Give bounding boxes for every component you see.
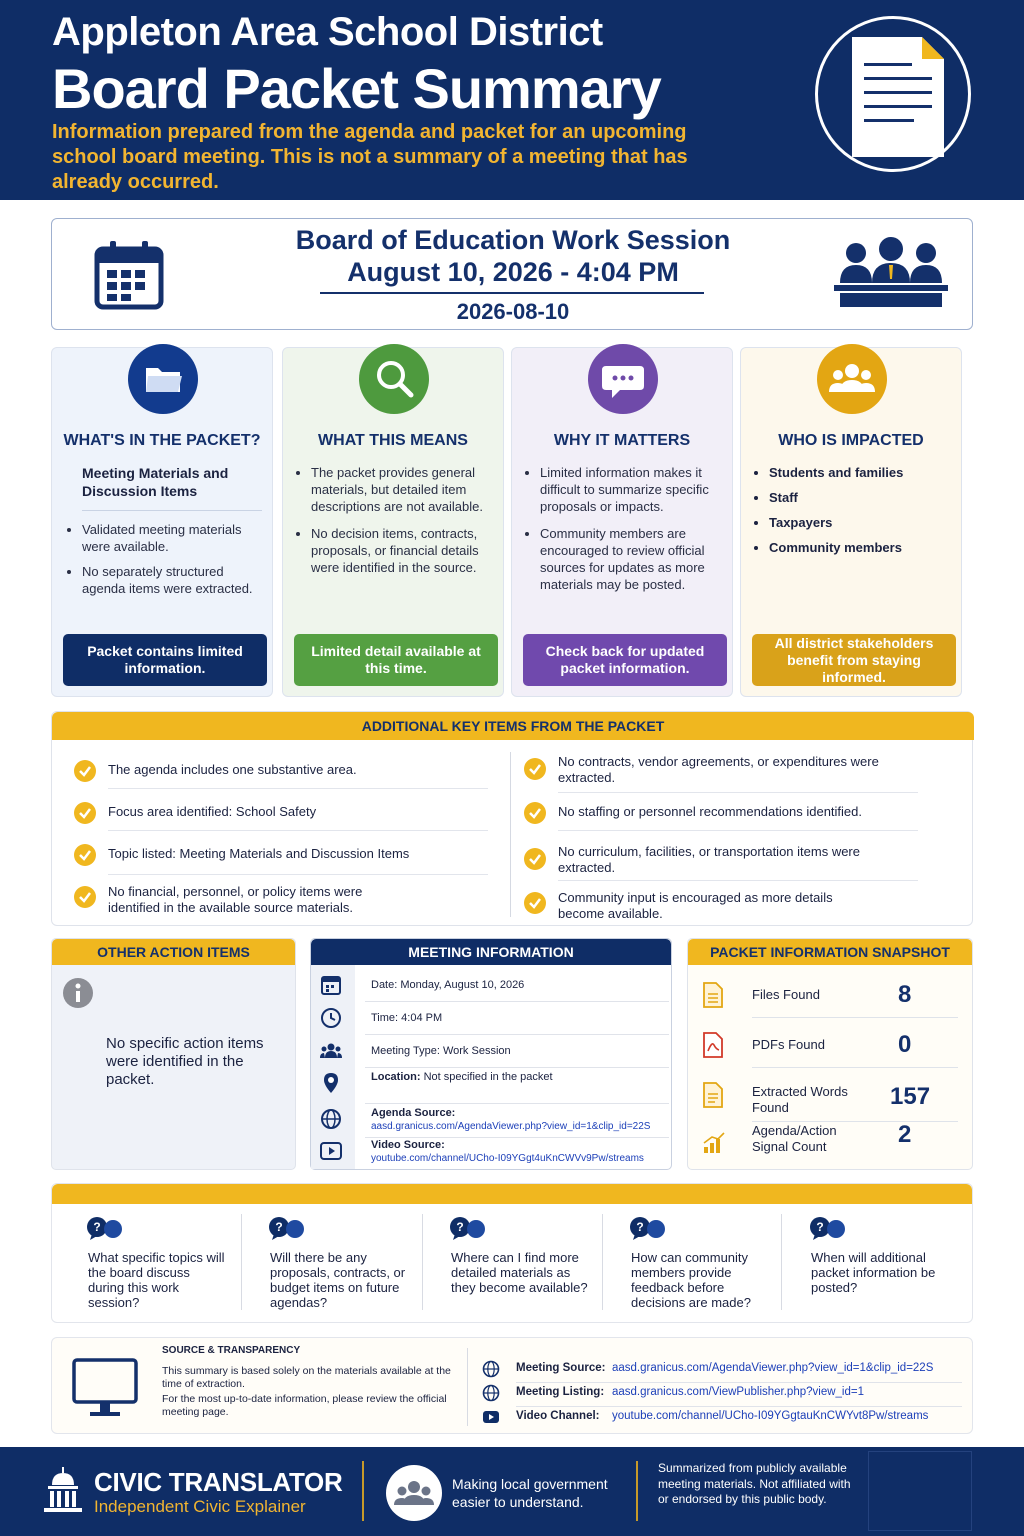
key-item-text: No staffing or personnel recommendations identified. [558,804,862,819]
row-label: Agenda Source: [371,1107,456,1119]
card-body [755,464,951,564]
question-text: Will there be any proposals, contracts, or budget items on future agendas? [270,1250,406,1310]
question-item [629,1216,799,1310]
magnifier-icon [359,344,429,414]
row-label: Video Channel: [516,1410,600,1422]
divider [241,1214,242,1310]
divider [636,1461,638,1521]
key-items-panel [51,711,973,926]
globe-icon [319,1107,343,1131]
disclaimer-text: Summarized from publicly available meeting materials. Not affiliated with or endorsed by this public body. [658,1461,851,1506]
row-value: Work Session [442,1045,511,1057]
meeting-listing-link[interactable]: aasd.granicus.com/ViewPublisher.php?view_id=1 [612,1386,864,1398]
list-item: • Taxpayers [769,514,951,531]
divider [558,792,918,793]
check-icon [524,802,546,824]
page-subtitle: Information prepared from the agenda and packet for an upcoming school board meeting. This is not a summary of a meeting that has already occurred. [52,121,688,193]
divider [108,788,488,789]
list-item: • The packet provides general materials, but detailed item descriptions are not available. [311,464,493,515]
limited-detail-button[interactable]: Limited detail available at this time. [294,634,498,686]
divider [365,1067,669,1068]
key-item-text: No contracts, vendor agreements, or expenditures were extracted. [558,754,879,785]
page-title: Board Packet Summary [52,57,661,120]
globe-icon [482,1384,500,1405]
divider [108,830,488,831]
divider [752,1121,958,1122]
info-icon [62,977,94,1014]
divider [467,1348,468,1426]
question-item [449,1216,619,1295]
key-item-text: No financial, personnel, or policy items were identified in the available source materials. [108,884,363,915]
row-label: Location: [371,1071,421,1083]
key-item-text: The agenda includes one substantive area. [108,762,357,777]
card-heading: Meeting Materials and Discussion Items [82,464,262,511]
divider [516,1382,962,1383]
check-icon [524,848,546,870]
question-item [86,1216,256,1310]
divider [362,1461,364,1521]
source-line: This summary is based solely on the materials available at the time of extraction. [162,1365,451,1390]
row-label: Video Source: [371,1139,445,1151]
section-title: ADDITIONAL KEY ITEMS FROM THE PACKET [52,712,974,740]
no-actions-text: No specific action items were identified in the packet. [106,1035,264,1088]
stat-label: Files Found [752,987,820,1002]
card-body [82,464,262,605]
who-impacted-card [740,347,962,697]
key-item-text: No curriculum, facilities, or transportation items were extracted. [558,844,860,875]
divider [558,880,918,881]
row-label: Meeting Type: [371,1045,440,1057]
footer-placeholder-box [868,1451,972,1531]
list-item: • No separately structured agenda items were extracted. [82,563,262,597]
card-title: WHY IT MATTERS [553,432,691,449]
footer [0,1447,1024,1536]
question-bubble-icon [86,1216,256,1247]
document-icon [815,16,971,172]
question-item [268,1216,438,1310]
check-back-button[interactable]: Check back for updated packet information. [523,634,727,686]
question-bubble-icon [809,1216,979,1247]
other-actions-panel [51,938,296,1170]
card-body [526,464,722,601]
key-item-text: Focus area identified: School Safety [108,804,317,819]
svg-text:?: ? [275,1220,283,1234]
packet-contents-card [51,347,273,697]
district-name: Appleton Area School District [52,10,603,54]
agenda-source-link[interactable]: aasd.granicus.com/AgendaViewer.php?view_id=1&clip_id=22S [371,1121,651,1132]
check-icon [74,844,96,866]
questions-header [52,1184,972,1204]
question-item [809,1216,979,1295]
list-item: • Students and families [769,464,951,481]
row-value: Not specified in the packet [423,1071,553,1083]
community-icon [386,1465,442,1521]
file-icon [702,981,724,1014]
globe-icon [482,1360,500,1381]
stat-label: Agenda/Action Signal Count [752,1123,837,1154]
section-title: PACKET INFORMATION SNAPSHOT [688,939,972,965]
video-icon [319,1139,343,1163]
list-item: • Validated meeting materials were available. [82,521,262,555]
bar-chart-icon [702,1131,726,1160]
divider [365,1034,669,1035]
list-item: • Staff [769,489,951,506]
people-icon [319,1039,343,1063]
mission-text: Making local government easier to understand. [452,1476,608,1510]
section-title: MEETING INFORMATION [311,939,671,965]
meeting-source-link[interactable]: aasd.granicus.com/AgendaViewer.php?view_id=1&clip_id=22S [612,1362,934,1374]
check-icon [524,758,546,780]
question-text: Where can I find more detailed materials as they become available? [451,1250,588,1295]
section-title: SOURCE & TRANSPARENCY [162,1345,301,1356]
divider [752,1067,958,1068]
meeting-info-panel [310,938,672,1170]
divider [558,830,918,831]
row-value: 4:04 PM [401,1012,443,1024]
row-label: Meeting Listing: [516,1386,605,1398]
row-label: Date: [371,979,398,991]
monitor-icon [72,1358,138,1425]
calendar-icon [319,973,343,997]
clock-icon [319,1006,343,1030]
group-icon [817,344,887,414]
section-title: OTHER ACTION ITEMS [52,939,295,965]
meeting-date: 2026-08-10 [456,299,570,324]
source-line: For the most up-to-date information, please review the official meeting page. [162,1393,447,1418]
header [0,0,1024,200]
key-item-text: Community input is encouraged as more details become available. [558,890,833,921]
why-matters-card [511,347,733,697]
divider [781,1214,782,1310]
question-text: How can community members provide feedback before decisions are made? [631,1250,751,1310]
stat-label: PDFs Found [752,1037,825,1052]
source-panel [51,1337,973,1434]
video-icon [482,1409,500,1428]
question-bubble-icon [629,1216,799,1247]
divider [752,1017,958,1018]
list-item: • Community members [769,539,951,556]
question-text: What specific topics will the board discuss during this work session? [88,1250,225,1310]
svg-text:?: ? [456,1220,464,1234]
divider [510,752,511,917]
stat-label: Extracted Words Found [752,1084,848,1115]
card-title: WHAT'S IN THE PACKET? [63,432,261,449]
pdf-icon [702,1031,724,1064]
check-icon [74,886,96,908]
meeting-banner [51,218,973,330]
chat-bubble-icon [588,344,658,414]
stat-value: 0 [898,1031,912,1058]
divider [320,292,704,294]
stat-value: 157 [890,1083,931,1110]
check-icon [524,892,546,914]
list-item: • No decision items, contracts, proposals, or financial details were identified in the source. [311,525,493,576]
check-icon [74,802,96,824]
divider [365,1001,669,1002]
video-source-link[interactable]: youtube.com/channel/UCho-I09YGgt4uKnCWVv9Pw/streams [371,1153,644,1164]
capitol-building-icon [42,1467,84,1520]
source-description [162,1365,452,1419]
brand-name: CIVIC TRANSLATOR [94,1467,343,1497]
divider [365,1137,669,1138]
divider [365,1103,669,1104]
meeting-datetime: August 10, 2026 - 4:04 PM [347,257,679,287]
key-item-text: Topic listed: Meeting Materials and Discussion Items [108,846,410,861]
check-icon [74,760,96,782]
question-bubble-icon [268,1216,438,1247]
svg-text:?: ? [816,1220,824,1234]
packet-limited-button[interactable]: Packet contains limited information. [63,634,267,686]
svg-text:?: ? [93,1220,101,1234]
card-title: WHAT THIS MEANS [318,432,468,449]
divider [422,1214,423,1310]
stat-value: 8 [898,981,912,1008]
list-item: • Limited information makes it difficult to summarize specific proposals or impacts. [540,464,722,515]
video-channel-link[interactable]: youtube.com/channel/UCho-I09YGgtauKnCWYvt8Pw/streams [612,1410,929,1422]
row-label: Time: [371,1012,399,1024]
meeting-title: Board of Education Work Session [295,225,731,255]
board-members-icon [832,237,950,314]
list-item: • Community members are encouraged to review official sources for updates as more materials may be posted. [540,525,722,593]
card-title: WHO IS IMPACTED [778,432,924,449]
stat-value: 2 [898,1121,912,1148]
card-body [297,464,493,584]
location-pin-icon [319,1071,343,1095]
brand-tagline: Independent Civic Explainer [94,1497,306,1516]
meaning-card [282,347,504,697]
svg-text:?: ? [636,1220,644,1234]
row-label: Meeting Source: [516,1362,606,1374]
folder-icon [128,344,198,414]
question-bubble-icon [449,1216,619,1247]
questions-panel [51,1183,973,1323]
divider [602,1214,603,1310]
snapshot-panel [687,938,973,1170]
stakeholders-button[interactable]: All district stakeholders benefit from staying informed. [752,634,956,686]
question-text: When will additional packet information be posted? [811,1250,936,1295]
divider [516,1406,962,1407]
divider [108,874,488,875]
text-file-icon [702,1081,724,1114]
row-value: Monday, August 10, 2026 [400,979,525,991]
